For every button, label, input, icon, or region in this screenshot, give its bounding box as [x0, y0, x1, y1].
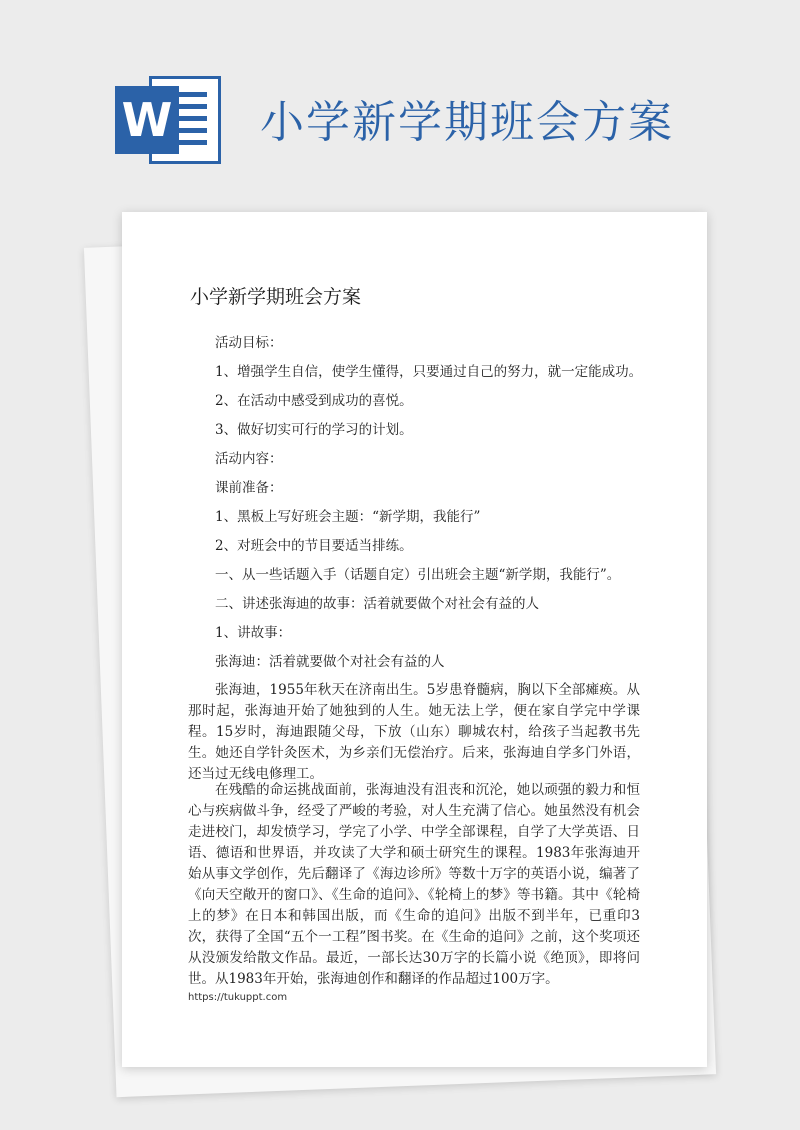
story-paragraph-2: 在残酷的命运挑战面前，张海迪没有沮丧和沉沦，她以顽强的毅力和恒心与疾病做斗争，经受了严峻的考验，对人生充满了信心。她虽然没有机会走进校门，却发愤学习，学完了小学、中学全部课程，自学了大学英语、日语、德语和世界语，并攻读了大学和硕士研究生的课程。1983年张海迪开始从事文学创作，先后翻译了《海边诊所》等数十万字的英语小说，编著了《向天空敞开的窗口》、《生命的追问》、《轮椅上的梦》等书籍。其中《轮椅上的梦》在日本和韩国出版，而《生命的追问》出版不到半年，已重印3次，获得了全国“五个一工程”图书奖。在《生命的追问》之前，这个奖项还从没颁发给散文作品。最近，一部长达30万字的长篇小说《绝顶》，即将问世。从1983年开始，张海迪创作和翻译的作品超过100万字。: [188, 782, 640, 987]
footer-url: https://tukuppt.com: [188, 992, 288, 1003]
line-content-heading: 活动内容：: [215, 451, 283, 467]
word-letter-badge: W: [115, 86, 179, 154]
line-goal-1: 1、增强学生自信，使学生懂得，只要通过自己的努力，就一定能成功。: [215, 364, 643, 380]
line-story-heading: 1、讲故事：: [215, 625, 292, 641]
story-paragraph-1: 张海迪，1955年秋天在济南出生。5岁患脊髓病，胸以下全部瘫痪。从那时起，张海迪开始了她独到的人生。她无法上学，便在家自学完中学课程。15岁时，海迪跟随父母，下放（山东）聊城农村，给孩子当起教书先生。她还自学针灸医术，为乡亲们无偿治疗。后来，张海迪自学多门外语，还当过无线电修理工。: [188, 682, 640, 782]
line-prep-heading: 课前准备：: [215, 480, 283, 496]
document-page: [122, 212, 707, 1067]
line-goal-3: 3、做好切实可行的学习的计划。: [215, 422, 413, 438]
document-title: 小学新学期班会方案: [190, 286, 362, 308]
line-prep-2: 2、对班会中的节目要适当排练。: [215, 538, 413, 554]
line-step-2: 二、讲述张海迪的故事：活着就要做个对社会有益的人: [215, 596, 539, 612]
banner-title: 小学新学期班会方案: [260, 97, 674, 148]
line-step-1: 一、从一些话题入手（话题自定）引出班会主题“新学期，我能行”。: [215, 567, 621, 583]
line-goal-heading: 活动目标：: [215, 335, 283, 351]
line-goal-2: 2、在活动中感受到成功的喜悦。: [215, 393, 413, 409]
line-prep-1: 1、黑板上写好班会主题：“新学期，我能行”: [215, 509, 481, 525]
word-document-icon: [115, 72, 225, 168]
banner: [0, 0, 800, 200]
line-story-title: 张海迪：活着就要做个对社会有益的人: [215, 654, 445, 670]
